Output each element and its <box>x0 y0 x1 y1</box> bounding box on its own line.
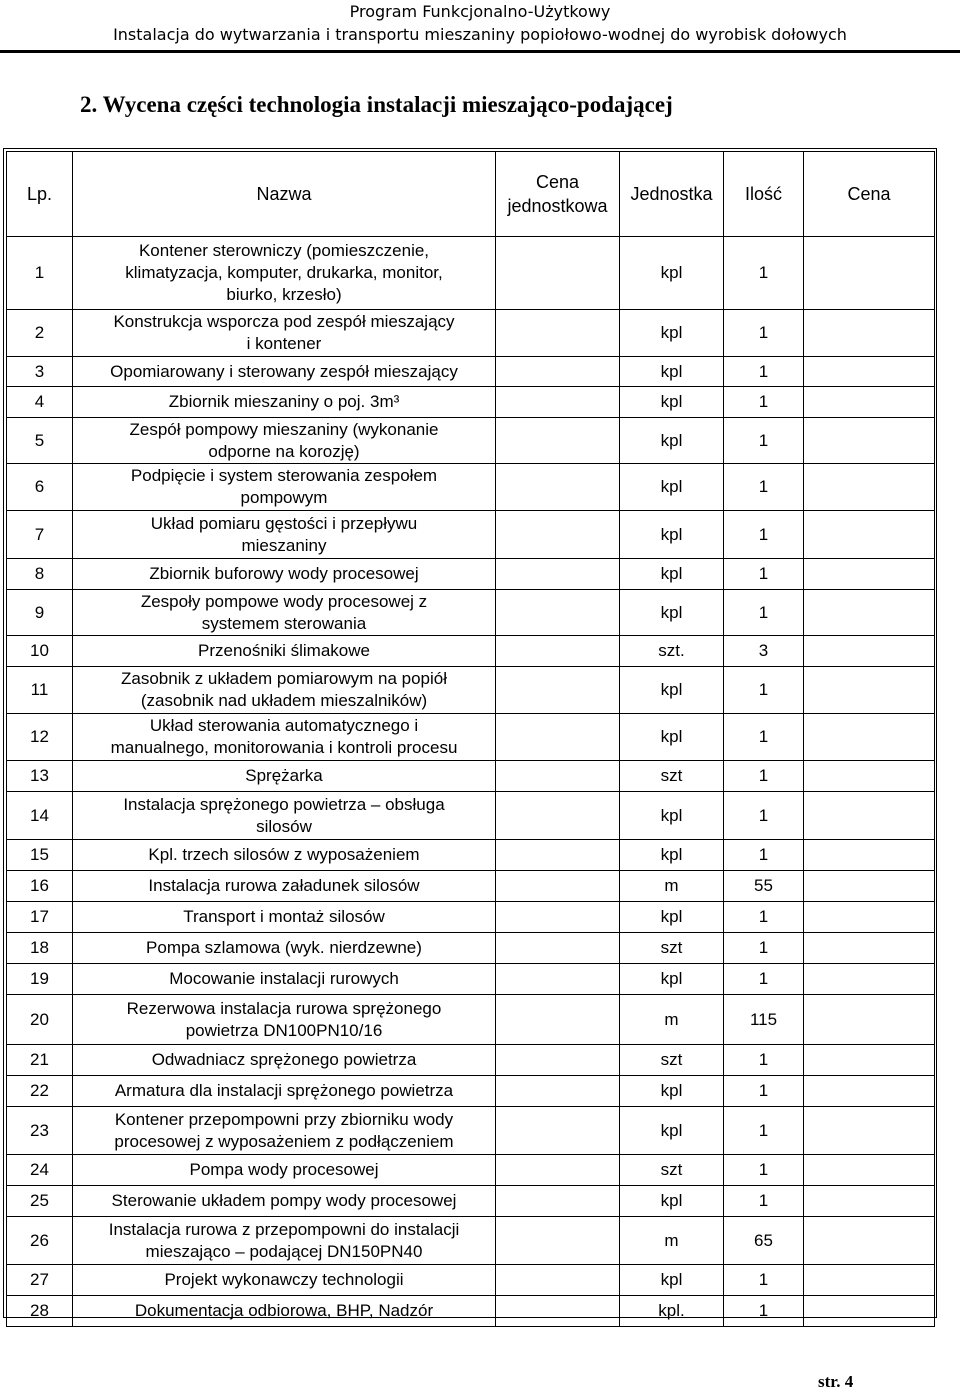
row-unit-price <box>496 237 620 310</box>
row-name <box>73 902 496 933</box>
row-price <box>804 1186 935 1217</box>
row-price <box>804 636 935 667</box>
row-unit-price <box>496 995 620 1045</box>
row-unit: szt <box>620 933 724 964</box>
col-header-cena-jedn-line1: Cena <box>535 172 580 192</box>
row-unit-price <box>496 714 620 761</box>
table-row <box>7 310 935 357</box>
row-name <box>73 418 496 464</box>
row-price <box>804 995 935 1045</box>
row-unit: kpl <box>620 714 724 761</box>
row-unit: kpl <box>620 559 724 590</box>
row-lp: 11 <box>7 667 73 714</box>
row-price <box>804 840 935 871</box>
row-name-line: i kontener <box>246 334 322 353</box>
table-row <box>7 636 935 667</box>
row-unit: kpl <box>620 357 724 387</box>
col-header-ilosc: Ilość <box>724 152 804 237</box>
table-row <box>7 1155 935 1186</box>
table-row <box>7 995 935 1045</box>
row-name-line: Kontener sterowniczy (pomieszczenie, <box>138 241 430 260</box>
row-name-line: silosów <box>256 816 312 836</box>
row-unit: kpl <box>620 1265 724 1296</box>
row-qty: 1 <box>724 1045 804 1076</box>
row-name-line: Projekt wykonawczy technologii <box>164 1270 404 1289</box>
row-unit-price <box>496 310 620 357</box>
row-unit-price <box>496 636 620 667</box>
table-row <box>7 1076 935 1107</box>
row-name <box>73 310 496 357</box>
row-unit: m <box>620 871 724 902</box>
header-program-title: Program Funkcjonalno-Użytkowy <box>349 2 611 21</box>
row-unit: kpl <box>620 840 724 871</box>
row-unit-price <box>496 840 620 871</box>
row-qty: 1 <box>724 559 804 590</box>
row-name-line: Kontener przepompowni przy zbiorniku wody <box>114 1109 454 1129</box>
row-name-line: manualnego, monitorowania i kontroli procesu <box>110 738 458 757</box>
row-qty: 1 <box>724 1155 804 1186</box>
row-qty: 1 <box>724 237 804 310</box>
row-lp: 15 <box>7 840 73 871</box>
row-qty: 1 <box>724 902 804 933</box>
row-price <box>804 1045 935 1076</box>
row-qty: 1 <box>724 357 804 387</box>
row-name <box>73 387 496 418</box>
row-unit-price <box>496 511 620 559</box>
row-name <box>73 667 496 714</box>
row-name-line: Odwadniacz sprężonego powietrza <box>151 1050 417 1069</box>
table-row <box>7 667 935 714</box>
row-name-line: Układ pomiaru gęstości i przepływu <box>150 513 418 533</box>
row-price <box>804 714 935 761</box>
table-row <box>7 464 935 511</box>
row-unit-price <box>496 1265 620 1296</box>
row-price <box>804 310 935 357</box>
row-name <box>73 559 496 590</box>
row-unit: kpl <box>620 902 724 933</box>
row-lp: 17 <box>7 902 73 933</box>
row-name <box>73 357 496 387</box>
row-lp: 6 <box>7 464 73 511</box>
row-name-line: Sprężarka <box>245 766 323 785</box>
row-qty: 1 <box>724 761 804 792</box>
row-name <box>73 237 496 310</box>
row-name <box>73 964 496 995</box>
row-qty: 1 <box>724 1186 804 1217</box>
row-unit: kpl <box>620 1076 724 1107</box>
table-row <box>7 840 935 871</box>
row-lp: 8 <box>7 559 73 590</box>
table-row <box>7 902 935 933</box>
row-unit: kpl <box>620 590 724 636</box>
row-qty: 55 <box>724 871 804 902</box>
row-lp: 2 <box>7 310 73 357</box>
row-lp: 23 <box>7 1107 73 1155</box>
row-name <box>73 792 496 840</box>
row-unit-price <box>496 1155 620 1186</box>
table-row <box>7 1296 935 1327</box>
row-unit: kpl <box>620 387 724 418</box>
row-name-line: Pompa szlamowa (wyk. nierdzewne) <box>146 938 422 957</box>
row-lp: 18 <box>7 933 73 964</box>
row-name <box>73 933 496 964</box>
row-lp: 12 <box>7 714 73 761</box>
row-price <box>804 1217 935 1265</box>
row-lp: 1 <box>7 237 73 310</box>
row-name <box>73 995 496 1045</box>
row-qty: 1 <box>724 1076 804 1107</box>
row-name-line: Rezerwowa instalacja rurowa sprężonego <box>126 998 442 1018</box>
col-header-jednostka: Jednostka <box>620 152 724 237</box>
table-row <box>7 792 935 840</box>
row-unit-price <box>496 1107 620 1155</box>
row-name <box>73 1045 496 1076</box>
row-price <box>804 792 935 840</box>
row-qty: 1 <box>724 464 804 511</box>
row-lp: 19 <box>7 964 73 995</box>
row-name <box>73 1186 496 1217</box>
row-name-line: Instalacja rurowa z przepompowni do instalacji <box>108 1219 460 1239</box>
table-row <box>7 1217 935 1265</box>
table-row <box>7 418 935 464</box>
row-qty: 1 <box>724 964 804 995</box>
row-name-line: Opomiarowany i sterowany zespół mieszający <box>110 361 458 381</box>
table-row <box>7 590 935 636</box>
row-unit: szt <box>620 761 724 792</box>
row-name-line: Zespoły pompowe wody procesowej z <box>140 591 428 611</box>
row-name-line: procesowej z wyposażeniem z podłączeniem <box>114 1131 454 1151</box>
row-price <box>804 559 935 590</box>
row-price <box>804 933 935 964</box>
row-qty: 1 <box>724 1296 804 1327</box>
row-unit-price <box>496 1186 620 1217</box>
row-name-line: Zasobnik z układem pomiarowym na popiół <box>121 669 447 688</box>
row-price <box>804 357 935 387</box>
row-unit: m <box>620 995 724 1045</box>
table-row <box>7 237 935 310</box>
row-unit-price <box>496 357 620 387</box>
row-lp: 14 <box>7 792 73 840</box>
row-unit: kpl <box>620 964 724 995</box>
row-name-line: Instalacja rurowa załadunek silosów <box>148 876 420 895</box>
table-row <box>7 871 935 902</box>
row-lp: 9 <box>7 590 73 636</box>
row-unit: kpl <box>620 310 724 357</box>
row-unit-price <box>496 964 620 995</box>
row-price <box>804 1076 935 1107</box>
row-name-line: Zbiornik buforowy wody procesowej <box>149 564 419 583</box>
page-number: str. 4 <box>818 1372 854 1391</box>
row-name-line: Transport i montaż silosów <box>183 907 385 926</box>
row-qty: 1 <box>724 310 804 357</box>
row-unit-price <box>496 464 620 511</box>
row-qty: 1 <box>724 590 804 636</box>
col-header-cena-jedn-line2: jednostkowa <box>507 196 608 216</box>
row-qty: 65 <box>724 1217 804 1265</box>
row-unit: kpl <box>620 237 724 310</box>
row-unit-price <box>496 792 620 840</box>
row-qty: 1 <box>724 792 804 840</box>
row-price <box>804 464 935 511</box>
row-name <box>73 590 496 636</box>
row-name-line: Zbiornik mieszaniny o poj. 3m³ <box>168 392 400 411</box>
row-qty: 1 <box>724 1265 804 1296</box>
row-qty: 1 <box>724 667 804 714</box>
row-name-line: powietrza DN100PN10/16 <box>185 1020 383 1040</box>
row-lp: 22 <box>7 1076 73 1107</box>
table-row <box>7 1265 935 1296</box>
row-price <box>804 1155 935 1186</box>
row-qty: 1 <box>724 1107 804 1155</box>
pricing-table <box>6 151 935 1327</box>
row-unit-price <box>496 761 620 792</box>
row-name-line: Mocowanie instalacji rurowych <box>169 969 399 988</box>
row-price <box>804 387 935 418</box>
row-name <box>73 1265 496 1296</box>
row-name-line: Dokumentacja odbiorowa, BHP, Nadzór <box>134 1301 434 1320</box>
row-unit-price <box>496 1076 620 1107</box>
row-lp: 27 <box>7 1265 73 1296</box>
row-name <box>73 1076 496 1107</box>
row-unit-price <box>496 418 620 464</box>
row-price <box>804 590 935 636</box>
row-name <box>73 840 496 871</box>
row-price <box>804 418 935 464</box>
row-unit: kpl <box>620 418 724 464</box>
col-header-nazwa: Nazwa <box>73 152 496 237</box>
row-unit-price <box>496 902 620 933</box>
row-unit: szt. <box>620 636 724 667</box>
row-qty: 1 <box>724 840 804 871</box>
row-unit: szt <box>620 1045 724 1076</box>
table-row <box>7 1186 935 1217</box>
row-name-line: mieszaniny <box>241 535 327 555</box>
row-price <box>804 964 935 995</box>
table-row <box>7 357 935 387</box>
row-unit: szt <box>620 1155 724 1186</box>
col-header-cena-jednostkowa <box>496 152 620 237</box>
row-unit: kpl <box>620 667 724 714</box>
row-price <box>804 237 935 310</box>
table-row <box>7 1107 935 1155</box>
row-unit-price <box>496 1296 620 1327</box>
row-name <box>73 636 496 667</box>
row-unit-price <box>496 559 620 590</box>
row-lp: 24 <box>7 1155 73 1186</box>
row-name-line: Instalacja sprężonego powietrza – obsługa <box>123 794 445 814</box>
row-qty: 3 <box>724 636 804 667</box>
row-lp: 26 <box>7 1217 73 1265</box>
row-lp: 4 <box>7 387 73 418</box>
row-name-line: Konstrukcja wsporcza pod zespół mieszający <box>113 312 455 331</box>
row-price <box>804 1265 935 1296</box>
row-lp: 5 <box>7 418 73 464</box>
table-header-row <box>7 152 935 237</box>
row-name-line: pompowym <box>240 488 328 507</box>
row-lp: 16 <box>7 871 73 902</box>
row-unit: kpl <box>620 511 724 559</box>
row-name-line: Podpięcie i system sterowania zespołem <box>130 466 438 485</box>
row-qty: 1 <box>724 933 804 964</box>
table-row <box>7 559 935 590</box>
row-lp: 10 <box>7 636 73 667</box>
row-name-line: Kpl. trzech silosów z wyposażeniem <box>148 845 420 864</box>
row-name-line: Sterowanie układem pompy wody procesowej <box>111 1191 457 1210</box>
table-row <box>7 1045 935 1076</box>
row-name-line: klimatyzacja, komputer, drukarka, monitor, <box>125 263 443 282</box>
row-unit-price <box>496 590 620 636</box>
row-name-line: Zespół pompowy mieszaniny (wykonanie <box>129 419 439 439</box>
row-name-line: biurko, krzesło) <box>226 285 342 304</box>
row-price <box>804 667 935 714</box>
row-lp: 28 <box>7 1296 73 1327</box>
row-name <box>73 1155 496 1186</box>
row-price <box>804 871 935 902</box>
section-title: 2. Wycena części technologia instalacji mieszająco-podającej <box>80 92 673 117</box>
row-unit-price <box>496 1217 620 1265</box>
row-qty: 1 <box>724 418 804 464</box>
row-name <box>73 511 496 559</box>
row-name-line: Pompa wody procesowej <box>189 1160 379 1179</box>
row-lp: 13 <box>7 761 73 792</box>
row-name <box>73 871 496 902</box>
row-unit: m <box>620 1217 724 1265</box>
row-name <box>73 1107 496 1155</box>
row-unit: kpl <box>620 792 724 840</box>
table-row <box>7 761 935 792</box>
table-row <box>7 933 935 964</box>
row-lp: 3 <box>7 357 73 387</box>
row-lp: 21 <box>7 1045 73 1076</box>
row-name <box>73 761 496 792</box>
table-row <box>7 511 935 559</box>
row-unit-price <box>496 1045 620 1076</box>
row-qty: 1 <box>724 387 804 418</box>
row-unit-price <box>496 933 620 964</box>
row-unit: kpl. <box>620 1296 724 1327</box>
row-qty: 1 <box>724 714 804 761</box>
row-name-line: Armatura dla instalacji sprężonego powietrza <box>114 1081 454 1100</box>
header-rule <box>0 50 960 53</box>
row-unit: kpl <box>620 1107 724 1155</box>
row-price <box>804 902 935 933</box>
row-name-line: systemem sterowania <box>201 613 367 633</box>
row-lp: 7 <box>7 511 73 559</box>
row-qty: 1 <box>724 511 804 559</box>
row-lp: 20 <box>7 995 73 1045</box>
table-row <box>7 714 935 761</box>
header-subtitle: Instalacja do wytwarzania i transportu mieszaniny popiołowo-wodnej do wyrobisk dołowych <box>113 25 847 44</box>
row-name-line: mieszająco – podającej DN150PN40 <box>145 1241 423 1261</box>
row-price <box>804 511 935 559</box>
row-qty: 115 <box>724 995 804 1045</box>
row-unit-price <box>496 871 620 902</box>
row-unit: kpl <box>620 464 724 511</box>
row-price <box>804 1296 935 1327</box>
row-name-line: Układ sterowania automatycznego i <box>149 716 419 735</box>
row-lp: 25 <box>7 1186 73 1217</box>
row-unit-price <box>496 667 620 714</box>
row-price <box>804 1107 935 1155</box>
row-unit-price <box>496 387 620 418</box>
col-header-lp: Lp. <box>7 152 73 237</box>
table-row <box>7 964 935 995</box>
table-row <box>7 387 935 418</box>
row-name <box>73 714 496 761</box>
row-name <box>73 1217 496 1265</box>
row-name <box>73 1296 496 1327</box>
row-name-line: Przenośniki ślimakowe <box>198 641 370 660</box>
row-name-line: odporne na korozję) <box>208 441 360 461</box>
row-name <box>73 464 496 511</box>
row-name-line: (zasobnik nad układem mieszalników) <box>140 691 428 710</box>
row-price <box>804 761 935 792</box>
col-header-cena: Cena <box>804 152 935 237</box>
row-unit: kpl <box>620 1186 724 1217</box>
